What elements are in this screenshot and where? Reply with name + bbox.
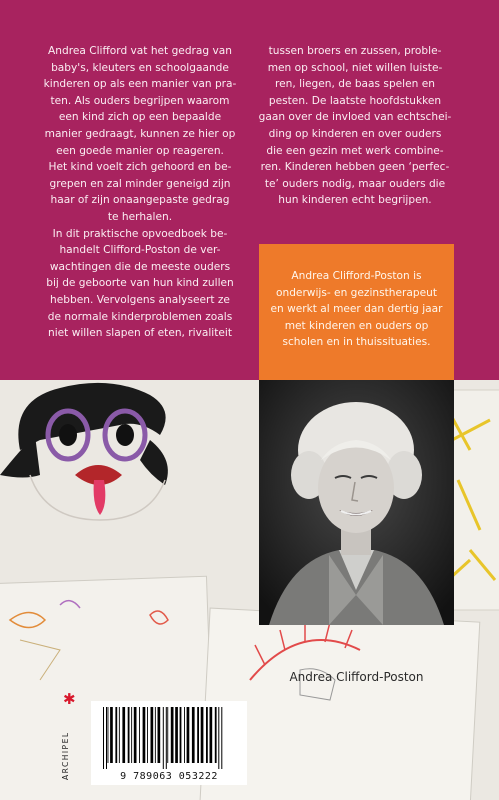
blurb-line: hun kinderen echt begrijpen. <box>278 194 432 207</box>
blurb-line: gaan over de invloed van echtschei- <box>258 111 452 124</box>
author-portrait-image <box>259 380 454 625</box>
blurb-line: In dit praktische opvoedboek be- <box>52 227 228 240</box>
author-bio-line: met kinderen en ouders op <box>284 319 429 332</box>
photo-caption: Andrea Clifford-Poston <box>289 670 424 684</box>
blurb-column-right <box>255 43 455 209</box>
red-asterisk-icon: ✱ <box>63 690 76 708</box>
barcode-bars <box>101 707 237 769</box>
author-photo <box>259 380 454 625</box>
blurb-line: baby's, kleuters en schoolgaande <box>51 61 229 74</box>
blurb-line: kinderen op als een manier van pra- <box>43 78 237 91</box>
blurb-line: de normale kinderproblemen zoals <box>47 310 233 323</box>
isbn-barcode <box>91 701 247 785</box>
blurb-line: haar of zijn onaangepaste gedrag <box>50 194 230 207</box>
blurb-line: handelt Clifford-Poston de ver- <box>59 244 221 257</box>
author-bio-line: Andrea Clifford-Poston is <box>291 270 422 282</box>
blurb-column-left <box>40 43 240 342</box>
publisher-logo <box>60 692 80 782</box>
blurb-line: een goede manier op reageren. <box>56 144 224 157</box>
barcode-number: 9 789063 053222 <box>120 771 218 782</box>
blurb-line: ren. Kinderen hebben geen ‘perfec- <box>260 161 450 174</box>
blurb-line: pesten. De laatste hoofdstukken <box>268 94 442 107</box>
blurb-line: men op school, niet willen luiste- <box>267 61 443 74</box>
author-bio-box <box>259 244 454 380</box>
blurb-line: ding op kinderen en over ouders <box>268 127 442 140</box>
blurb-line: ten. Als ouders begrijpen waarom <box>50 94 230 107</box>
blurb-line: hebben. Vervolgens analyseert ze <box>50 293 230 306</box>
blurb-line: ren, liegen, de baas spelen en <box>275 78 435 91</box>
blurb-line: Het kind voelt zich gehoord en be- <box>48 161 232 174</box>
blurb-line: wachtingen die de meeste ouders <box>49 260 231 273</box>
author-bio-line: en werkt al meer dan dertig jaar <box>270 303 443 316</box>
blurb-line: grepen en zal minder geneigd zijn <box>49 177 231 190</box>
blurb-panel <box>0 0 499 380</box>
blurb-line: bij de geboorte van hun kind zullen <box>46 277 234 290</box>
blurb-line: Andrea Clifford vat het gedrag van <box>48 45 232 57</box>
blurb-line: een kind zich op een bepaalde <box>58 111 222 124</box>
author-bio-line: scholen en in thuissituaties. <box>282 336 431 349</box>
blurb-line: niet willen slapen of eten, rivaliteit <box>48 327 232 340</box>
author-bio-text <box>259 268 454 351</box>
blurb-line: te’ ouders nodig, maar ouders die <box>264 177 446 190</box>
blurb-line: te herhalen. <box>107 210 173 223</box>
publisher-name: ARCHIPEL <box>61 731 70 780</box>
blurb-line: tussen broers en zussen, proble- <box>268 45 442 57</box>
blurb-line: die een gezin met werk combine- <box>266 144 444 157</box>
author-bio-line: onderwijs- en gezinstherapeut <box>276 286 437 299</box>
blurb-line: manier gedraagt, kunnen ze hier op <box>44 127 236 140</box>
